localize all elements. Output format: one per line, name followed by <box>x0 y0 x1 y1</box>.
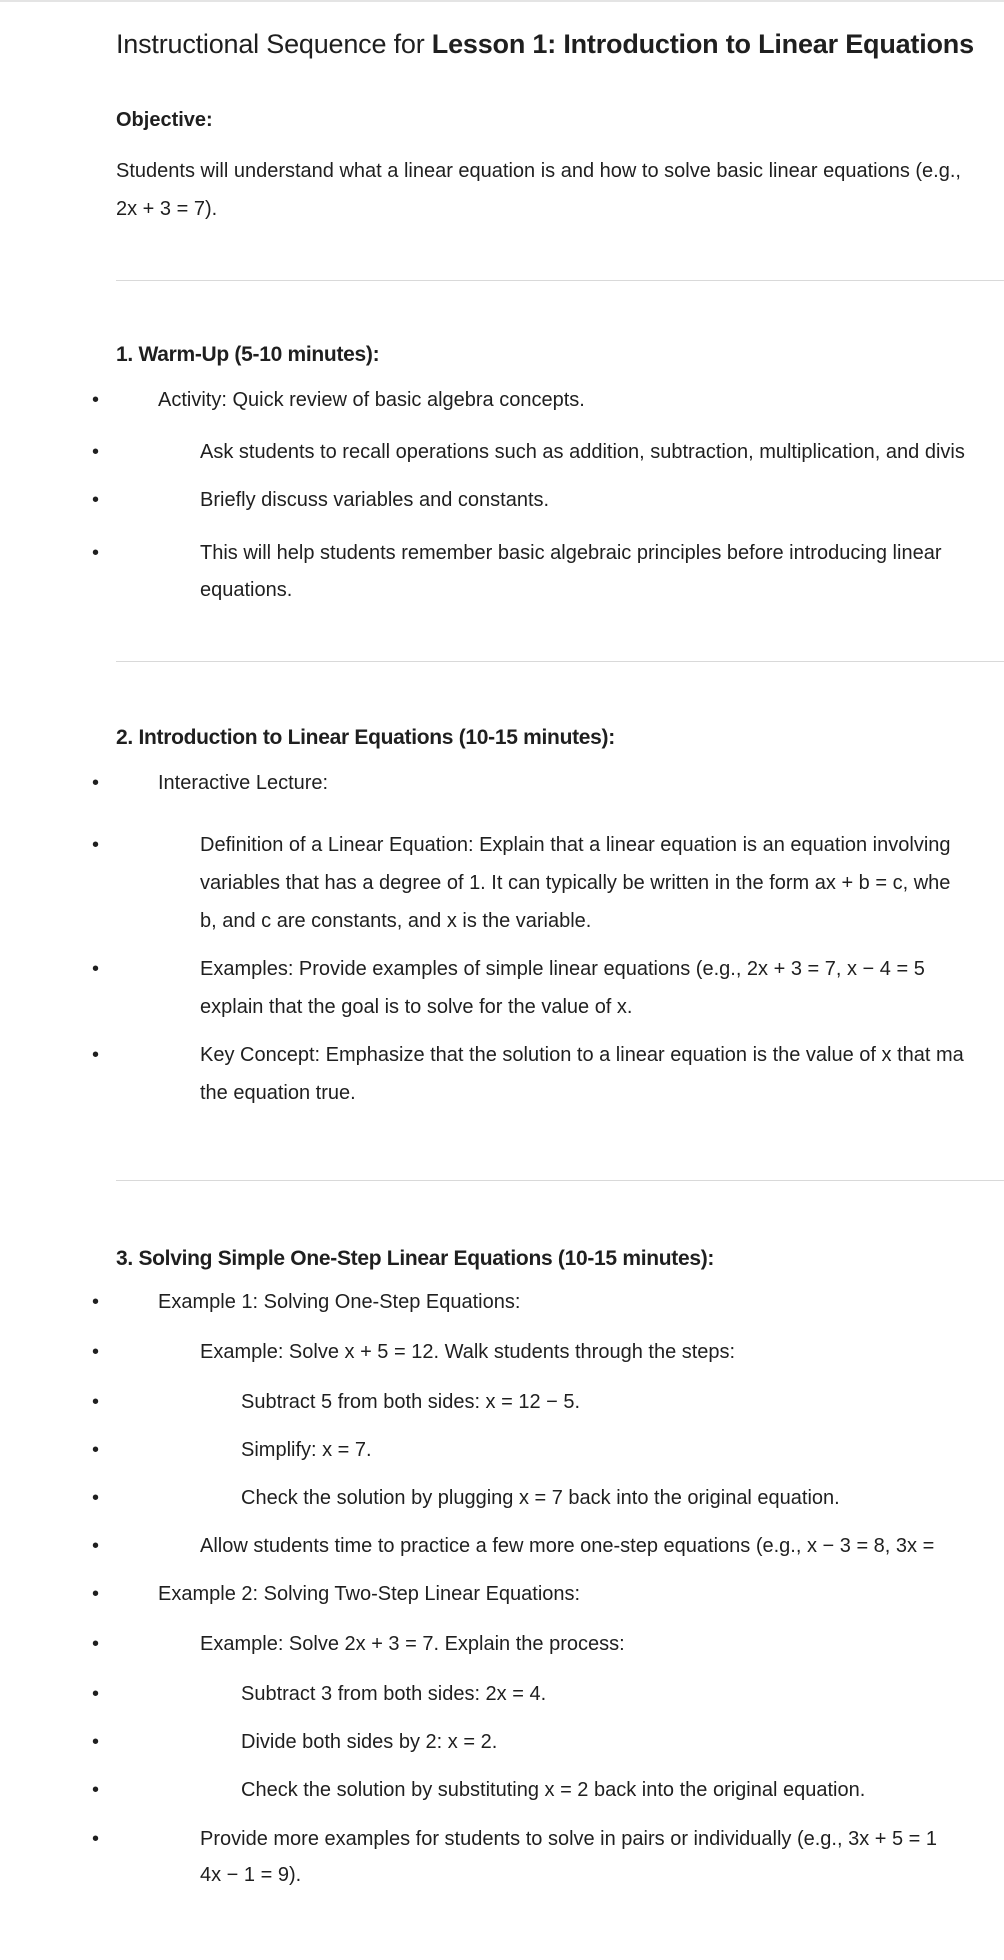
list-item: • Ask students to recall operations such as addition, subtraction, multiplication, and divis <box>116 439 1004 465</box>
list-item: • Allow students time to practice a few more one-step equations (e.g., x − 3 = 8, 3x = <box>116 1533 1004 1559</box>
list-item: • Example: Solve 2x + 3 = 7. Explain the process: <box>116 1631 1004 1657</box>
list-item-definition <box>116 826 1004 940</box>
list-item: • Activity: Quick review of basic algebra concepts. <box>116 387 1004 413</box>
list-item-step: • Simplify: x = 7. <box>116 1437 1004 1463</box>
list-item <box>116 535 1004 609</box>
list-item-step: • Check the solution by plugging x = 7 back into the original equation. <box>116 1485 1004 1511</box>
list-item-key-concept <box>116 1036 1004 1112</box>
list-item-line: 4x − 1 = 9). <box>200 1864 302 1886</box>
list-item-line: variables that has a degree of 1. It can typically be written in the form ax + b = c, whe <box>200 872 951 894</box>
list-item-line: • Key Concept: Emphasize that the solution to a linear equation is the value of x that ma <box>200 1044 964 1066</box>
list-item-line: the equation true. <box>200 1082 356 1104</box>
list-item-example-1: • Example 1: Solving One-Step Equations: <box>116 1289 1004 1315</box>
list-item-line: explain that the goal is to solve for the value of x. <box>200 996 633 1018</box>
divider <box>116 1180 1004 1181</box>
list-item-line: • Provide more examples for students to solve in pairs or individually (e.g., 3x + 5 = 1 <box>200 1828 938 1850</box>
document-body <box>116 22 1004 1893</box>
list-item-step: • Check the solution by substituting x = 2 back into the original equation. <box>116 1777 1004 1803</box>
list-item-line: b, and c are constants, and x is the variable. <box>200 910 592 932</box>
list-item-step: • Subtract 3 from both sides: 2x = 4. <box>116 1681 1004 1707</box>
divider <box>116 280 1004 281</box>
list-item-line: equations. <box>200 579 293 601</box>
list-item: • Example: Solve x + 5 = 12. Walk students through the steps: <box>116 1339 1004 1365</box>
list-item: • Briefly discuss variables and constants. <box>116 487 1004 513</box>
section-heading-introduction: 2. Introduction to Linear Equations (10-15 minutes): <box>116 726 615 749</box>
divider <box>116 661 1004 662</box>
page-title <box>116 22 1004 66</box>
objective-text <box>116 152 1004 228</box>
list-item-line: • Definition of a Linear Equation: Explain that a linear equation is an equation involving <box>200 834 951 856</box>
list-item-step: • Subtract 5 from both sides: x = 12 − 5. <box>116 1389 1004 1415</box>
objective-line-1: Students will understand what a linear equation is and how to solve basic linear equations (e.g., <box>116 160 961 182</box>
list-item-example-2: • Example 2: Solving Two-Step Linear Equations: <box>116 1581 1004 1607</box>
list-item: • Interactive Lecture: <box>116 770 1004 796</box>
section-heading-warmup: 1. Warm-Up (5-10 minutes): <box>116 343 380 366</box>
list-item <box>116 1821 1004 1893</box>
objective-label: Objective: <box>116 109 213 131</box>
title-prefix: Instructional Sequence for <box>116 29 432 59</box>
title-lesson: Lesson 1: Introduction to Linear Equations <box>431 29 974 59</box>
list-item-line: • This will help students remember basic algebraic principles before introducing linear <box>200 542 942 564</box>
section-heading-solving: 3. Solving Simple One-Step Linear Equations (10-15 minutes): <box>116 1247 715 1270</box>
list-item-line: • Examples: Provide examples of simple linear equations (e.g., 2x + 3 = 7, x − 4 = 5 <box>200 958 925 980</box>
objective-line-2: 2x + 3 = 7). <box>116 198 218 220</box>
list-item-examples <box>116 950 1004 1026</box>
top-border <box>0 0 1004 2</box>
list-item-step: • Divide both sides by 2: x = 2. <box>116 1729 1004 1755</box>
